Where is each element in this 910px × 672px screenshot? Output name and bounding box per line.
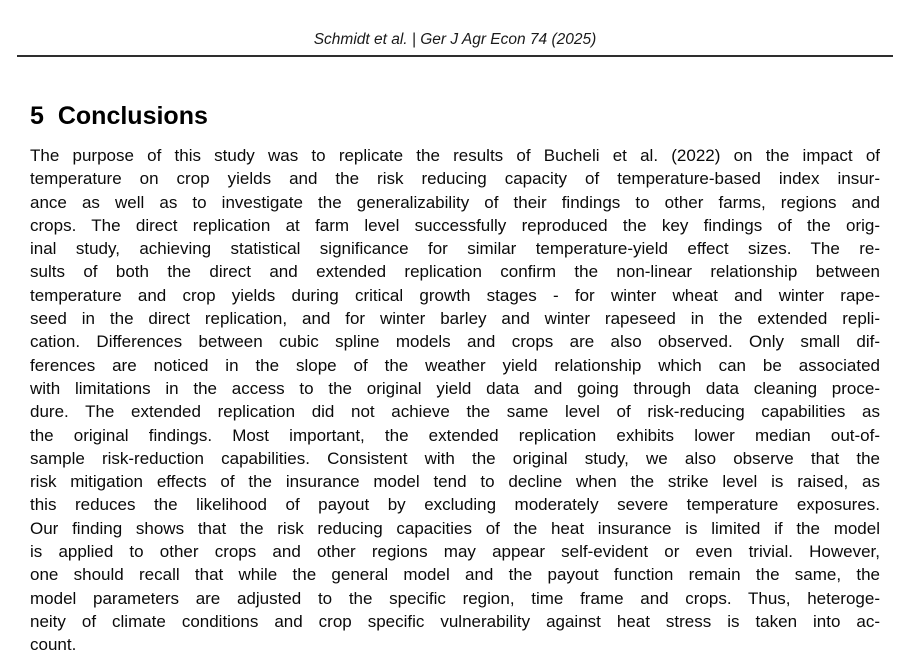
paragraph-line: dure. The extended replication did not achieve the same level of risk-reducing capabilities as xyxy=(30,402,880,422)
running-header xyxy=(0,0,910,57)
paragraph-line: neity of climate conditions and crop specific vulnerability against heat stress is taken into ac- xyxy=(30,611,880,631)
paragraph-line: temperature on crop yields and the risk reducing capacity of temperature-based index insur- xyxy=(30,169,880,189)
paragraph-line: The purpose of this study was to replicate the results of Bucheli et al. (2022) on the impact of xyxy=(30,146,880,165)
running-header-text: Schmidt et al. | Ger J Agr Econ 74 (2025) xyxy=(313,31,597,48)
header-rule xyxy=(17,55,893,57)
paragraph-line: cation. Differences between cubic spline models and crops are also observed. Only small dif- xyxy=(30,332,880,352)
paragraph-line: sample risk-reduction capabilities. Consistent with the original study, we also observe that the xyxy=(30,448,880,468)
paragraph-line: risk mitigation effects of the insurance model tend to decline when the strike level is raised, as xyxy=(30,472,880,492)
paragraph-line: crops. The direct replication at farm level successfully reproduced the key findings of the orig- xyxy=(30,215,880,235)
paragraph-line: inal study, achieving statistical significance for similar temperature-yield effect sizes. The re- xyxy=(30,239,880,259)
conclusions-paragraph xyxy=(30,144,880,657)
paragraph-line: the original findings. Most important, the extended replication exhibits lower median out-of- xyxy=(30,425,880,445)
paragraph-line: sults of both the direct and extended replication confirm the non-linear relationship between xyxy=(30,262,880,282)
page-body xyxy=(0,101,910,657)
paragraph-line: with limitations in the access to the original yield data and going through data cleaning proce- xyxy=(30,378,880,398)
paragraph-line: Our finding shows that the risk reducing capacities of the heat insurance is limited if the model xyxy=(30,518,880,538)
section-heading xyxy=(30,101,880,131)
paragraph-line: model parameters are adjusted to the specific region, time frame and crops. Thus, heteroge- xyxy=(30,588,880,608)
paragraph-line: temperature and crop yields during critical growth stages - for winter wheat and winter rape- xyxy=(30,285,880,305)
paragraph-line: ferences are noticed in the slope of the weather yield relationship which can be associated xyxy=(30,355,880,375)
section-number: 5 xyxy=(30,102,44,130)
section-title: Conclusions xyxy=(57,102,208,130)
paragraph-line: this reduces the likelihood of payout by excluding moderately severe temperature exposures. xyxy=(30,495,880,515)
paragraph-line: is applied to other crops and other regions may appear self-evident or even trivial. However, xyxy=(30,542,880,562)
paragraph-line: ance as well as to investigate the generalizability of their findings to other farms, regions and xyxy=(30,192,880,212)
paragraph-line: count. xyxy=(30,635,77,655)
paragraph-line: seed in the direct replication, and for winter barley and winter rapeseed in the extended repli- xyxy=(30,309,880,329)
paragraph-line: one should recall that while the general model and the payout function remain the same, the xyxy=(30,565,880,585)
